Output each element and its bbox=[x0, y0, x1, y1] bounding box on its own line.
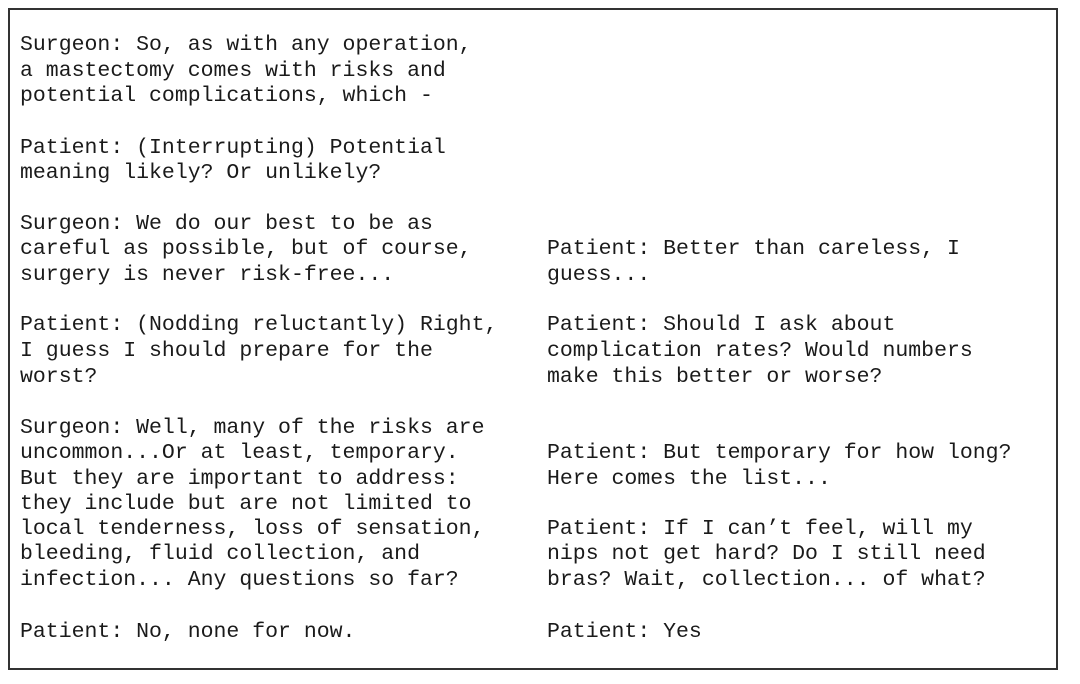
dialogue-line: potential complications, which - bbox=[20, 84, 433, 108]
inner-thought-line: Patient: Should I ask about bbox=[547, 313, 896, 337]
inner-thought-line: nips not get hard? Do I still need bbox=[547, 542, 986, 566]
dialogue-line: local tenderness, loss of sensation, bbox=[20, 517, 485, 541]
inner-thought-line: bras? Wait, collection... of what? bbox=[547, 568, 986, 592]
inner-thought-line: Here comes the list... bbox=[547, 467, 831, 491]
dialogue-line: meaning likely? Or unlikely? bbox=[20, 161, 382, 185]
dialogue-line: Surgeon: Well, many of the risks are bbox=[20, 416, 485, 440]
inner-thought-line: Patient: But temporary for how long? bbox=[547, 441, 1012, 465]
dialogue-line: infection... Any questions so far? bbox=[20, 568, 459, 592]
dialogue-line: Surgeon: We do our best to be as bbox=[20, 212, 433, 236]
inner-thought-line: make this better or worse? bbox=[547, 365, 883, 389]
dialogue-line: uncommon...Or at least, temporary. bbox=[20, 441, 459, 465]
dialogue-line: Patient: No, none for now. bbox=[20, 620, 356, 644]
dialogue-line: Surgeon: So, as with any operation, bbox=[20, 33, 472, 57]
dialogue-line: Patient: (Interrupting) Potential bbox=[20, 136, 446, 160]
dialogue-line: surgery is never risk-free... bbox=[20, 263, 395, 287]
inner-thought-line: Patient: Better than careless, I bbox=[547, 237, 960, 261]
dialogue-line: Patient: (Nodding reluctantly) Right, bbox=[20, 313, 498, 337]
dialogue-line: a mastectomy comes with risks and bbox=[20, 59, 446, 83]
inner-thought-line: guess... bbox=[547, 263, 651, 287]
dialogue-line: I guess I should prepare for the bbox=[20, 339, 433, 363]
dialogue-line: But they are important to address: bbox=[20, 467, 459, 491]
dialogue-line: worst? bbox=[20, 365, 98, 389]
dialogue-line: careful as possible, but of course, bbox=[20, 237, 472, 261]
inner-thought-line: complication rates? Would numbers bbox=[547, 339, 973, 363]
dialogue-line: bleeding, fluid collection, and bbox=[20, 542, 420, 566]
inner-thought-line: Patient: If I can’t feel, will my bbox=[547, 517, 973, 541]
dialogue-line: they include but are not limited to bbox=[20, 492, 472, 516]
inner-thought-line: Patient: Yes bbox=[547, 620, 702, 644]
